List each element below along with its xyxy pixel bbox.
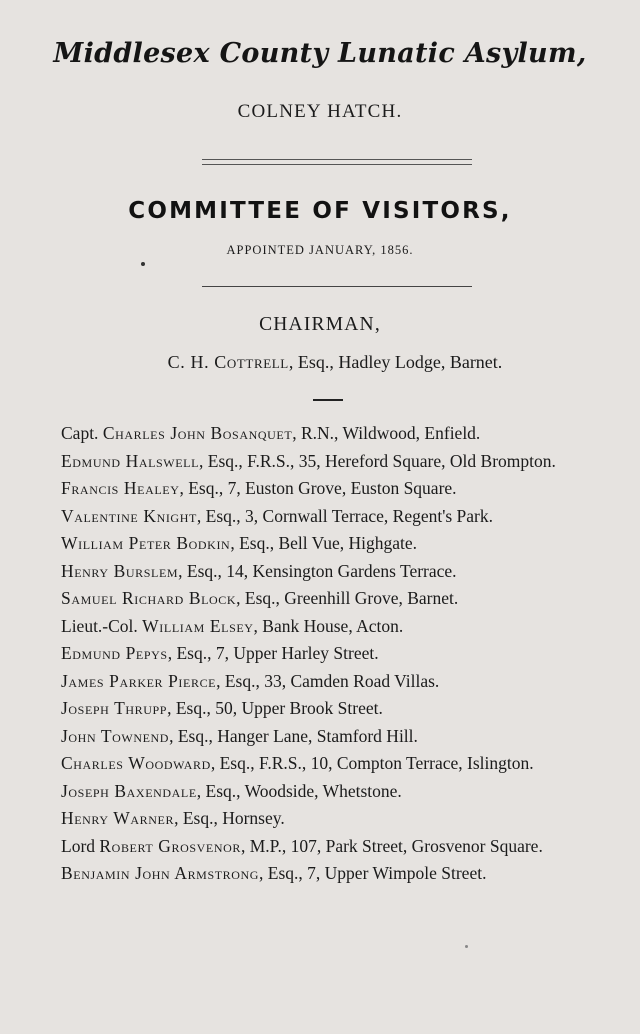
member-name: Joseph Thrupp xyxy=(61,698,168,718)
member-details: , Esq., Hornsey. xyxy=(174,808,285,828)
member-name: William Elsey xyxy=(142,615,254,636)
ink-spot xyxy=(465,945,468,948)
ink-spot xyxy=(141,262,145,266)
member-name: Benjamin John Armstrong xyxy=(61,863,260,883)
member-entry xyxy=(61,862,606,885)
member-details: , Esq., 7, Euston Grove, Euston Square. xyxy=(179,478,457,498)
chairman-entry xyxy=(0,352,640,373)
member-entry xyxy=(61,505,606,528)
member-entry xyxy=(61,752,606,775)
member-entry xyxy=(61,670,606,693)
member-details: , Esq., 7, Upper Wimpole Street. xyxy=(259,863,487,883)
member-entry xyxy=(61,532,606,555)
member-details: , Esq., Greenhill Grove, Barnet. xyxy=(236,588,459,608)
member-entry xyxy=(61,560,606,583)
place-name: COLNEY HATCH. xyxy=(237,101,403,122)
member-details: , Esq., Bell Vue, Highgate. xyxy=(230,533,418,553)
member-prefix: Capt. xyxy=(61,423,103,443)
member-name: Robert Grosvenor xyxy=(99,835,241,856)
member-name: Samuel Richard Block xyxy=(61,588,237,608)
double-rule-divider xyxy=(202,159,472,165)
member-details: , R.N., Wildwood, Enfield. xyxy=(292,423,481,443)
member-details: , Bank House, Acton. xyxy=(253,615,404,636)
rule-divider xyxy=(202,286,472,287)
member-details: , Esq., F.R.S., 35, Hereford Square, Old Brompton. xyxy=(199,450,556,471)
member-details: , M.P., 107, Park Street, Grosvenor Square. xyxy=(240,835,543,856)
member-entry xyxy=(61,642,606,665)
chairman-details: , Esq., Hadley Lodge, Barnet. xyxy=(288,352,503,372)
member-entry xyxy=(61,587,606,610)
member-details: , Esq., 3, Cornwall Terrace, Regent's Park. xyxy=(196,505,494,526)
member-name: John Townend xyxy=(61,725,170,746)
member-list xyxy=(61,422,606,890)
member-name: Francis Healey xyxy=(61,478,180,498)
chairman-label: CHAIRMAN, xyxy=(259,314,381,335)
member-details: , Esq., Hanger Lane, Stamford Hill. xyxy=(169,725,418,746)
member-entry xyxy=(61,422,606,445)
member-entry xyxy=(61,780,606,803)
member-details: , Esq., F.R.S., 10, Compton Terrace, Islington. xyxy=(210,753,534,773)
member-details: , Esq., 50, Upper Brook Street. xyxy=(167,698,383,718)
member-prefix: Lieut.-Col. xyxy=(61,615,143,636)
member-name: Joseph Baxendale xyxy=(61,780,197,801)
member-entry xyxy=(61,725,606,748)
member-name: Edmund Pepys xyxy=(61,643,168,663)
member-name: Charles John Bosanquet xyxy=(102,423,293,443)
short-rule-divider xyxy=(313,399,343,401)
member-prefix: Lord xyxy=(61,835,100,856)
member-details: , Esq., Woodside, Whetstone. xyxy=(196,780,402,801)
member-entry xyxy=(61,835,606,858)
member-name: Henry Warner xyxy=(61,808,175,828)
member-entry xyxy=(61,615,606,638)
member-entry xyxy=(61,450,606,473)
member-entry xyxy=(61,807,606,830)
committee-heading: COMMITTEE OF VISITORS, xyxy=(128,198,512,224)
member-entry xyxy=(61,697,606,720)
member-details: , Esq., 7, Upper Harley Street. xyxy=(167,643,379,663)
member-details: , Esq., 14, Kensington Gardens Terrace. xyxy=(178,560,457,581)
member-details: , Esq., 33, Camden Road Villas. xyxy=(216,670,440,691)
member-entry xyxy=(61,477,606,500)
member-name: William Peter Bodkin xyxy=(61,533,231,553)
member-name: Edmund Halswell xyxy=(61,450,200,471)
appointed-date: APPOINTED JANUARY, 1856. xyxy=(226,243,414,257)
member-name: James Parker Pierce xyxy=(61,670,217,691)
member-name: Henry Burslem xyxy=(61,560,179,581)
chairman-name: C. H. Cottrell xyxy=(167,352,289,372)
member-name: Charles Woodward xyxy=(61,753,211,773)
asylum-title: Middlesex County Lunatic Asylum, xyxy=(53,38,587,69)
member-name: Valentine Knight xyxy=(61,505,197,526)
